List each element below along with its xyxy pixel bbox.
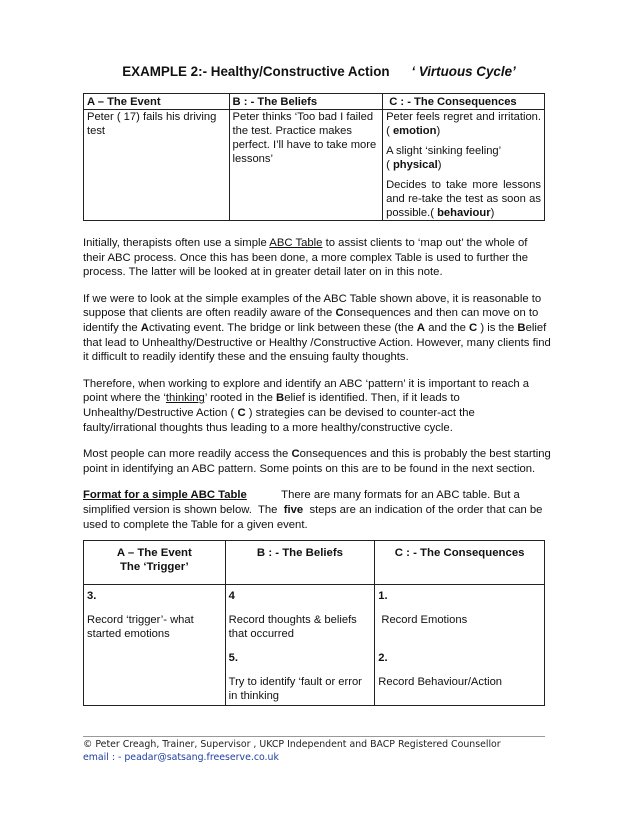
paragraph-format: Format for a simple ABC Table There are many formats for an ABC table. But a simplified version is shown below. The five steps are an indication of the order that can be used to complete the Table for a given event. xyxy=(83,489,546,531)
cell-step-trigger: 3. Record ‘trigger’- what started emotions xyxy=(84,585,226,706)
footer-divider xyxy=(83,736,545,737)
header-event-trigger: A – The Event The ‘Trigger’ xyxy=(84,541,226,585)
paragraph-bridge: If we were to look at the simple examples of the ABC Table shown above, it is reasonable to suppose that clients are often readily aware of the Consequences and then can move on to identify the Activating event. The bridge or link between these (the A and the C ) is the Belief that lead to Unhealthy/Destructive or Healthy /Constructive Action. However, many clients find it difficult to readily identify these and the ensuing faulty thoughts. xyxy=(83,292,551,364)
table-header-row xyxy=(84,94,545,110)
cell-consequences xyxy=(383,110,545,221)
consequence-behaviour: Decides to take more lessons and re-take the test as soon as possible.( behaviour) xyxy=(386,179,541,219)
footer-copyright: © Peter Creagh, Trainer, Supervisor , UKCP Independent and BACP Registered Counsellor xyxy=(83,739,501,750)
table-row xyxy=(84,110,545,221)
cell-beliefs: Peter thinks ‘Too bad I failed the test. Practice makes perfect. I’ll have to take more lessons’ xyxy=(229,110,383,221)
cell-step-beliefs: 4 Record thoughts & beliefs that occurred 5. Try to identify ‘fault or error in thinking xyxy=(225,585,375,706)
consequence-emotion: Peter feels regret and irritation.( emotion) xyxy=(386,111,541,137)
consequence-physical: A slight ‘sinking feeling’ ( physical) xyxy=(386,145,502,171)
cell-step-consequences: 1. Record Emotions 2. Record Behaviour/Action xyxy=(375,585,545,706)
header-event: A – The Event xyxy=(84,94,230,110)
paragraph-intro: Initially, therapists often use a simple ABC Table to assist clients to ‘map out’ the whole of their ABC process. Once this has been done, a more complex Table is used to further the process. The latter will be looked at in greater detail later on in this note. xyxy=(83,237,529,279)
title-main: EXAMPLE 2:- Healthy/Constructive Action xyxy=(122,64,390,79)
header-beliefs: B : - The Beliefs xyxy=(225,541,375,585)
abc-example-table xyxy=(83,93,545,221)
body-text xyxy=(83,236,551,544)
title-sub: ‘ Virtuous Cycle’ xyxy=(411,64,516,79)
abc-format-table xyxy=(83,540,545,706)
table-row xyxy=(84,585,545,706)
footer-email-line: email : - peadar@satsang.freeserve.co.uk xyxy=(83,751,279,763)
format-heading: Format for a simple ABC Table xyxy=(83,489,247,502)
page-title xyxy=(0,64,638,79)
footer-email: peadar@satsang.freeserve.co.uk xyxy=(124,751,279,763)
paragraph-consequences: Most people can more readily access the Consequences and this is probably the best starting point in identifying an ABC pattern. Some points on this are to be found in the next section. xyxy=(83,448,551,475)
cell-event: Peter ( 17) fails his driving test xyxy=(84,110,230,221)
paragraph-pattern: Therefore, when working to explore and identify an ABC ‘pattern’ it is important to reach a point where the ‘thinking’ rooted in the Belief is identified. Then, if it leads to Unhealthy/Destructive Action ( C ) strategies can be devised to counter-act the faulty/irrational thoughts thus leading to a more healthy/constructive cycle. xyxy=(83,377,530,434)
header-consequences: C : - The Consequences xyxy=(383,94,545,110)
header-beliefs: B : - The Beliefs xyxy=(229,94,383,110)
header-consequences: C : - The Consequences xyxy=(375,541,545,585)
footer xyxy=(83,739,501,764)
table-header-row xyxy=(84,541,545,585)
